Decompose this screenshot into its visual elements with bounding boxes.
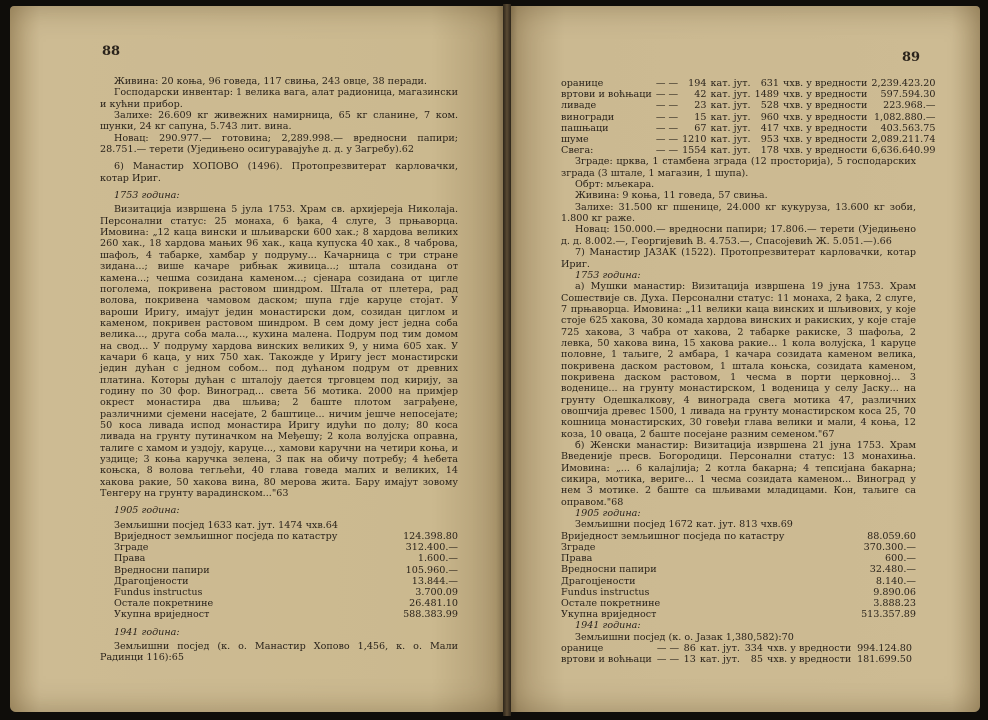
row-label: Вриједност земљишног посједа по катастру	[114, 531, 338, 543]
row-value: 26.481.10	[409, 598, 458, 610]
money-text: Новац: 150.000.— вредносни папири; 17.806.— терети (Уједињено д. д. 8.002.—, Георгијевић В. 4.753.—, Спасојевић Ж. 5.051.—).66	[561, 224, 916, 247]
row-label: Укупна вриједност	[561, 609, 657, 621]
table-row	[114, 565, 458, 576]
dash: — —	[656, 643, 680, 655]
row-value: 370.300.—	[863, 541, 916, 553]
land-row	[561, 654, 916, 665]
chv-unit: чхв. у вредности	[783, 89, 868, 101]
dash: — —	[656, 654, 680, 666]
dash: — —	[655, 78, 679, 89]
land-name: оранице	[561, 643, 604, 655]
table-row	[561, 587, 916, 598]
kat-unit: кат. јут.	[710, 78, 751, 89]
row-value: 32.480.—	[869, 564, 916, 576]
land-kat: 42	[694, 89, 707, 101]
chv-unit: чхв. у вредности	[767, 654, 852, 666]
kat-unit: кат. јут.	[710, 111, 751, 123]
female-monastery-text: б) Женски манастир: Визитација извршена 21 јуна 1753. Храм Введеније пресв. Богородици. Персонални статус: 13 монахиња. Имовина: „... 6 калајлија; 2 котла бакарна; 4 тепсијана бакарна; сикира, мотика, вериге... 1 чесма созидата каменом... Виноград у нем 3 мотике. 2 баште са шљивами младицами. Кон, таљиге са оправом."68	[561, 440, 916, 508]
chv-unit: чхв. у вредности	[783, 100, 868, 112]
kat-unit: кат. јут.	[710, 100, 751, 112]
table-row	[561, 531, 916, 542]
land-kat: 1210	[682, 134, 707, 146]
row-label: Остале покретнине	[561, 597, 661, 609]
table-row	[114, 587, 458, 598]
year-heading: 1753 година:	[114, 190, 180, 202]
land-line: Земљишни посјед 1633 кат. јут. 1474 чхв.64	[114, 519, 339, 531]
row-value: 13.844.—	[411, 575, 458, 587]
land-chv: 960	[760, 111, 780, 123]
dash: — —	[655, 134, 679, 146]
land-kat: 15	[694, 111, 707, 123]
row-value: 588.383.99	[403, 609, 458, 621]
row-label: Зграде	[561, 541, 596, 553]
row-label: Вриједност земљишног посједа по катастру	[561, 530, 785, 542]
land-value: 1,082.880.—	[873, 111, 936, 123]
livestock-text: Живина: 9 коња, 11 говеда, 57 свиња.	[575, 190, 768, 202]
intro-line: Залихе: 26.609 кг живежних намирница, 65 кг сланине, 7 ком. шунки, 24 кг сапуна, 5.743 лит. вина.	[100, 110, 458, 133]
land-name: ливаде	[561, 100, 597, 112]
chv-unit: чхв. у вредности	[783, 78, 868, 89]
row-label: Права	[561, 553, 593, 565]
table-row	[561, 542, 916, 553]
dash: — —	[655, 111, 679, 123]
table-row	[114, 576, 458, 587]
land-kat: 194	[688, 78, 707, 89]
intro-line: Живина: 20 коња, 96 говеда, 117 свиња, 243 овце, 38 перади.	[114, 76, 427, 87]
table-row	[114, 598, 458, 609]
land-line: Земљишни посјед 1672 кат. јут. 813 чхв.69	[575, 519, 793, 531]
land-row	[561, 100, 939, 111]
kat-unit: кат. јут.	[699, 654, 740, 666]
section-heading: 7) Манастир ЈАЗАК (1522). Протопрезвитерат карловачки, котар Ириг.	[561, 247, 916, 270]
row-label: Fundus instructus	[114, 587, 203, 599]
kat-unit: кат. јут.	[710, 122, 751, 134]
kat-unit: кат. јут.	[699, 643, 740, 655]
land-1941: Земљишни посјед (к. о. Јазак 1,380,582):70	[575, 631, 794, 643]
dash: — —	[655, 100, 679, 112]
land-value: 403.563.75	[880, 122, 936, 134]
land-kat: 13	[683, 654, 696, 666]
land-name: пашњаци	[561, 122, 609, 134]
land-chv: 528	[760, 100, 780, 112]
land-chv: 417	[760, 122, 780, 134]
row-value: 312.400.—	[405, 542, 458, 554]
land-kat: 23	[694, 100, 707, 112]
land-name: вртови и воћњаци	[561, 89, 652, 101]
table-row	[114, 553, 458, 564]
land-chv: 85	[750, 654, 763, 666]
right-page-text	[561, 78, 936, 666]
row-value: 600.—	[885, 553, 916, 565]
land-1941-rows-table	[561, 643, 916, 665]
year-heading: 1753 година:	[575, 269, 641, 281]
page-number-left: 88	[102, 44, 121, 59]
land-chv: 1489	[754, 89, 780, 101]
land-row	[561, 123, 939, 134]
table-row	[561, 598, 916, 609]
row-label: Драгоцјености	[114, 575, 189, 587]
land-row	[561, 112, 939, 123]
year-heading: 1905 година:	[575, 508, 641, 520]
chv-unit: чхв. у вредности	[783, 145, 868, 157]
land-chv: 178	[760, 145, 780, 157]
row-label: Права	[114, 553, 146, 565]
land-rows-table	[561, 78, 939, 156]
row-label: Fundus instructus	[561, 586, 650, 598]
land-chv: 334	[744, 643, 763, 655]
table-row	[114, 531, 458, 542]
land-row	[561, 134, 939, 145]
land-1941: Земљишни посјед (к. о. Манастир Хопово 1,456, к. о. Мали Радинци 116):65	[100, 641, 458, 664]
land-name: шуме	[561, 134, 589, 146]
kat-unit: кат. јут.	[710, 89, 751, 101]
land-row	[561, 145, 939, 156]
land-value: 2,089.211.74	[871, 134, 936, 146]
stocks-text: Залихе: 31.500 кг пшенице, 24.000 кг кукуруза, 13.600 кг зоби, 1.800 кг раже.	[561, 201, 916, 225]
table-row	[114, 609, 458, 620]
land-row	[561, 643, 916, 654]
male-monastery-text: а) Мушки манастир: Визитација извршена 19 јуна 1753. Храм Сошествије св. Духа. Персонални статус: 11 монаха, 2 ђака, 2 слуге, 7 прњаворца. Имовина: „11 велики каца винских и шљивових, у које стоје 625 хакова, 30 комада хардова винских и ракиских, у које стаје 725 хакова, 3 чабра от хакова, 2 табарке ракиске, 3 шафоља, 2 левка, 50 хакова вина, 15 хакова ракие... 1 кола волујска, 1 каруце половне, 1 таљиге, 2 амбара, 1 качара созидата каменом велика, покривена даском растовом, 1 штала коњска, созидата каменом, покривена даском растовом, 1 чесма в порти церковној... 3 воденице... на грунту монастирском, 1 воденица у селу Јаску... на грунту Одешкалкову, 4 винограда свега мотика 47, различних овошчија древес 1500, 1 ливада на грунту монастирском коса 25, 70 кошница монастирских, 30 говеђи глава велики и мали, 4 коња, 12 коза, 10 оваца, 2 баште посејане разним семеном."67	[561, 281, 916, 440]
land-name: Свега:	[561, 145, 594, 157]
row-label: Вредносни папири	[561, 564, 657, 576]
year-heading: 1905 година:	[114, 505, 180, 517]
row-label: Драгоцјености	[561, 575, 636, 587]
row-label: Укупна вриједност	[114, 609, 210, 621]
buildings-text: Зграде: црква, 1 стамбена зграда (12 просторија), 5 господарских зграда (3 штале, 1 магазин, 1 шупа).	[561, 156, 916, 179]
chv-unit: чхв. у вредности	[783, 122, 868, 134]
kat-unit: кат. јут.	[710, 134, 751, 146]
table-row	[561, 564, 916, 575]
land-value: 223.968.—	[883, 100, 936, 112]
intro-line: Господарски инвентар: 1 велика вага, алат радионица, магазински и кућни прибор.	[100, 87, 458, 110]
kat-unit: кат. јут.	[710, 145, 751, 157]
visitation-text: Визитација извршена 5 јула 1753. Храм св. архијереја Николаја. Персонални статус: 25 монаха, 6 ђака, 4 слуге, 3 прњаворца. Имовина: „12 каца вински и шљиварски 600 хак.; 8 хардова великих 260 хак., 18 хардова мањих 96 хак., каца купуска 40 хак., 8 чаброва, шафољ, 4 табарке, хамбар у подруму... Качарница с три стране зидана...; више качаре рибњак живица...; штала созидана от камена...; чешма созидана каменом...; сјенара созидана от циглe поголема, покривена растовом шиндром. Штала от плетера, рад волова, покривена чамовом даском; шупа гдје каруце стојат. У вароши Иригу, имајут једин монастирски дом, созидан циглом и каменом, покривен растовом шиндром. В сем дому јест једна соба велика..., друга соба мала..., кухина малена. Подрум под тим домом на свод... У подруму хардова винских великих 9, у нима 605 хак. У качари 6 каца, у них 750 хак. Такожде у Иригу јест монастирски једин дућан с једном собом... под дућаном подрум от древних платина. Которы дућан с шталоју дается трговцем под кирију, за годину по 30 фор. Виноград... света 56 мотика. 2000 на примјер окрест монастира два шљива; 2 баште плотом заграђене, различними сјемени насејате, 2 баштице... ничим јешче непосејате; 50 коса ливада испод монастира Иригу идући по долу; 80 коса ливада на грунту путиначком на Међешу; 2 кола волујска оправна, талиге с хамом и уздоју, каруце..., хамови каручни на четири коња, и уздице; 3 коња каручка зелена, 3 пак на обичу потребу; 4 ћебета коњска, 8 волова тегљећи, 40 глава говеда малих и великих, 14 хакова ракие, 50 хакова вина, 80 мерова жита. Бару имајут зовому Тенгеру на грунту варадинском..."63	[100, 204, 458, 500]
left-page-text	[100, 76, 458, 664]
dash: — —	[655, 89, 679, 101]
row-label: Зграде	[114, 542, 149, 554]
row-value: 513.357.89	[861, 609, 916, 621]
year-heading: 1941 година:	[114, 626, 180, 638]
land-row	[561, 89, 939, 100]
land-value: 597.594.30	[880, 89, 936, 101]
land-value: 2,239.423.20	[871, 78, 936, 89]
land-name: виногради	[561, 111, 615, 123]
land-value: 994.124.80	[857, 643, 912, 655]
land-kat: 1554	[682, 145, 707, 157]
table-row	[561, 609, 916, 620]
land-name: оранице	[561, 78, 604, 89]
table-row	[561, 553, 916, 564]
row-value: 3.888.23	[873, 597, 916, 609]
land-kat: 86	[683, 643, 696, 655]
land-name: вртови и воћњаци	[561, 654, 652, 666]
row-value: 1.600.—	[417, 553, 458, 565]
row-label: Остале покретнине	[114, 598, 214, 610]
chv-unit: чхв. у вредности	[783, 134, 868, 146]
land-value: 6,636.640.99	[871, 145, 936, 157]
table-row	[114, 542, 458, 553]
row-value: 105.960.—	[405, 564, 458, 576]
land-value: 181.699.50	[857, 654, 912, 666]
dash: — —	[655, 122, 679, 134]
land-chv: 953	[760, 134, 780, 146]
row-value: 8.140.—	[875, 575, 916, 587]
year-heading: 1941 година:	[575, 620, 641, 632]
row-label: Вредносни папири	[114, 564, 210, 576]
book-gutter	[503, 4, 511, 716]
table-1905-right	[561, 531, 916, 621]
dash: — —	[655, 145, 679, 157]
land-chv: 631	[760, 78, 780, 89]
row-value: 88.059.60	[867, 530, 916, 542]
section-heading: 6) Манастир ХОПОВО (1496). Протопрезвитерат карловачки, котар Ириг.	[100, 161, 458, 184]
table-1905-left	[114, 531, 458, 621]
land-row	[561, 78, 939, 89]
row-value: 124.398.80	[403, 531, 458, 543]
obrt-text: Обрт: мљекара.	[575, 179, 655, 191]
chv-unit: чхв. у вредности	[783, 111, 868, 123]
table-row	[561, 576, 916, 587]
land-kat: 67	[694, 122, 707, 134]
row-value: 3.700.09	[415, 587, 458, 599]
row-value: 9.890.06	[873, 586, 916, 598]
page-number-right: 89	[902, 50, 921, 65]
chv-unit: чхв. у вредности	[767, 643, 852, 655]
intro-line: Новац: 290.977.— готовина; 2,289.998.— вредносни папири; 28.751.— терети (Уједињено осигуравајуће д. д. у Загребу).62	[100, 132, 458, 156]
